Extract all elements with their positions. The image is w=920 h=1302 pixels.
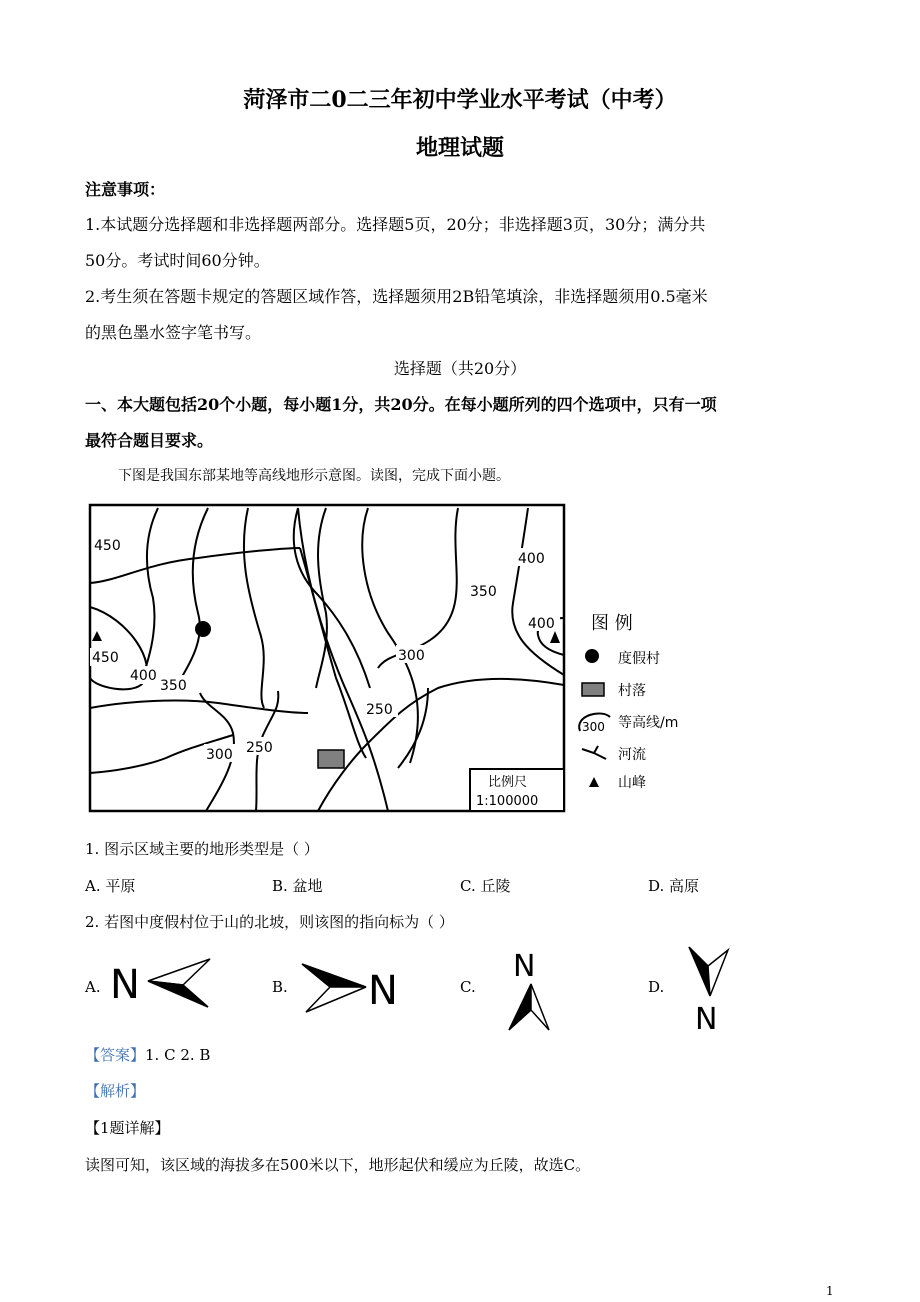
- legend-label-river: 河流: [618, 747, 646, 763]
- exam-subtitle: 地理试题: [415, 135, 504, 161]
- contour-label: 350: [470, 584, 497, 600]
- north-letter: N: [513, 949, 536, 984]
- map-legend: [579, 613, 678, 791]
- question-1-option-d: D. 高原: [648, 877, 700, 895]
- peak-marker-east: [550, 631, 560, 643]
- legend-label-village: 村落: [618, 683, 646, 699]
- section-heading: 选择题（共20分）: [393, 359, 527, 378]
- exam-title: 菏泽市二0二三年初中学业水平考试（中考）: [243, 87, 677, 113]
- scale-title: 比例尺: [488, 775, 528, 790]
- legend-label-contour: 等高线/m: [618, 715, 679, 731]
- question-1-option-c: C. 丘陵: [460, 877, 511, 895]
- north-letter: N: [368, 968, 398, 1014]
- answer-line: [85, 1044, 210, 1065]
- legend-river-icon: [582, 746, 606, 759]
- answer-value: 1. C 2. B: [145, 1046, 211, 1064]
- contour-label: 400: [528, 616, 555, 632]
- notice-item-2-line-1: 2.考生须在答题卡规定的答题区域作答，选择题须用2B铅笔填涂，非选择题须用0.5毫米: [85, 287, 708, 306]
- north-letter: N: [695, 1002, 718, 1032]
- legend-resort-icon: [585, 649, 599, 663]
- north-arrow-b-icon: [300, 960, 405, 1015]
- question-2-option-a-label: A.: [85, 978, 101, 996]
- question-2-option-d-label: D.: [648, 978, 665, 996]
- contour-label: 250: [366, 702, 393, 718]
- north-arrow-d-icon: [686, 944, 734, 1032]
- north-arrow-a-icon: [108, 955, 213, 1010]
- answer-label: 【答案】: [85, 1046, 146, 1064]
- page-number: 1: [826, 1284, 834, 1298]
- peak-marker-west: [92, 631, 102, 641]
- analysis-detail-text: 读图可知，该区域的海拔多在500米以下，地形起伏和缓应为丘陵，故选C。: [85, 1156, 591, 1174]
- question-2-stem: 2. 若图中度假村位于山的北坡，则该图的指向标为（ ）: [85, 913, 454, 931]
- legend-peak-icon: [589, 777, 599, 787]
- question-1-option-a: A. 平原: [85, 877, 136, 895]
- north-arrow-c-icon: [505, 948, 553, 1032]
- question-1-option-b: B. 盆地: [272, 877, 323, 895]
- notice-item-1-line-1: 1.本试题分选择题和非选择题两部分。选择题5页，20分；非选择题3页，30分；满分共: [85, 215, 706, 234]
- contour-label: 450: [92, 650, 119, 666]
- section-instruction-line-1: 一、本大题包括20个小题，每小题1分，共20分。在每小题所列的四个选项中，只有一项: [85, 395, 717, 414]
- contour-label: 250: [246, 740, 273, 756]
- legend-label-resort: 度假村: [618, 651, 660, 667]
- notice-item-1-line-2: 50分。考试时间60分钟。: [85, 251, 270, 270]
- contour-label: 350: [160, 678, 187, 694]
- notice-item-2-line-2: 的黑色墨水签字笔书写。: [85, 323, 262, 342]
- legend-village-icon: [582, 683, 604, 696]
- village-marker: [318, 750, 344, 768]
- contour-map: [88, 503, 698, 813]
- contour-label: 300: [206, 747, 233, 763]
- section-instruction-line-2: 最符合题目要求。: [85, 431, 214, 450]
- contour-label: 400: [130, 668, 157, 684]
- question-2-option-b-label: B.: [272, 978, 288, 996]
- legend-contour-sample: 300: [582, 720, 605, 734]
- notice-heading: 注意事项：: [85, 180, 166, 199]
- question-intro: 下图是我国东部某地等高线地形示意图。读图，完成下面小题。: [118, 468, 510, 484]
- question-1-stem: 1. 图示区域主要的地形类型是（ ）: [85, 840, 319, 858]
- analysis-detail-label: 【1题详解】: [85, 1119, 170, 1137]
- contour-label: 300: [398, 648, 425, 664]
- legend-title: 图 例: [591, 613, 633, 634]
- resort-marker: [195, 621, 211, 637]
- north-letter: N: [110, 962, 140, 1008]
- contour-label: 450: [94, 538, 121, 554]
- analysis-label: 【解析】: [85, 1082, 146, 1100]
- contour-label: 400: [518, 551, 545, 567]
- question-2-option-c-label: C.: [460, 978, 476, 996]
- legend-label-peak: 山峰: [618, 775, 646, 791]
- scale-value: 1:100000: [476, 794, 539, 809]
